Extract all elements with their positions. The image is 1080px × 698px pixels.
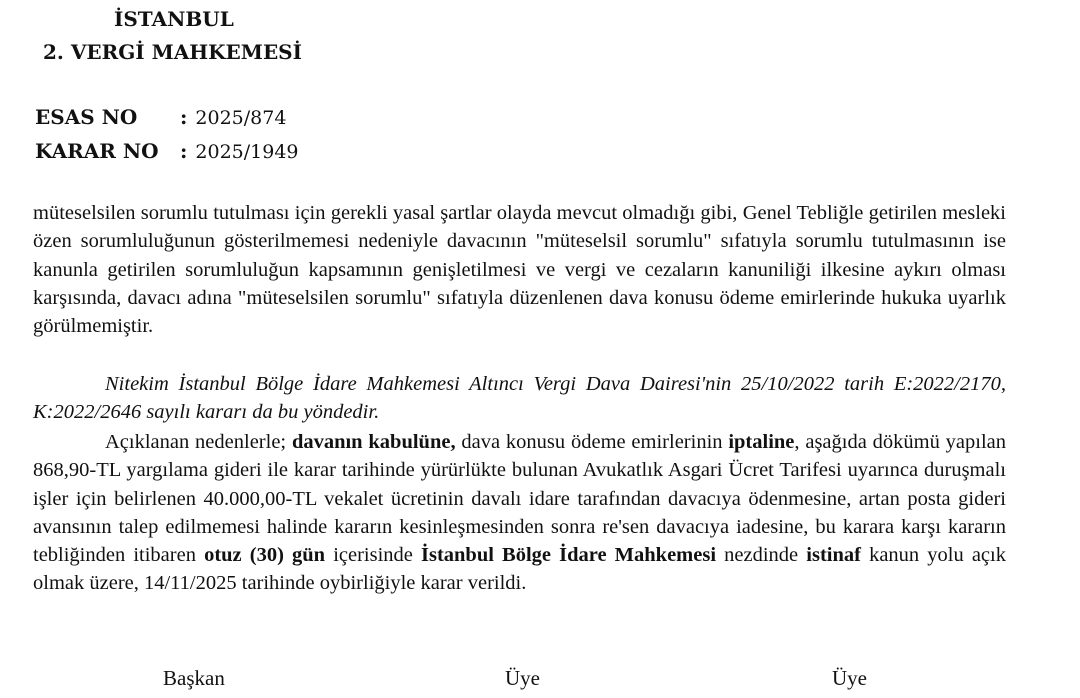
signature-president: Başkan — [163, 666, 225, 690]
judgment-bold-appeal: istinaf — [806, 544, 861, 567]
signature-member-2: Üye — [832, 666, 867, 690]
esas-colon: : — [180, 105, 188, 129]
judgment-text: dava konusu ödeme emirlerinin — [455, 431, 729, 453]
judgment-text: Açıklanan nedenlerle; — [105, 431, 292, 453]
judgment-bold-acceptance: davanın kabulüne, — [291, 431, 456, 453]
judgment-bold-court: İstanbul Bölge İdare Mahkemesi — [421, 544, 717, 567]
karar-value: 2025/1949 — [195, 141, 299, 163]
karar-row — [35, 139, 299, 164]
court-name: 2. VERGİ MAHKEMESİ — [43, 40, 302, 64]
judgment-text: nezdinde — [716, 544, 807, 567]
court-city: İSTANBUL — [114, 7, 234, 31]
judgment-text: kanun yolu açık olmak üzere, 14/11/2025 tarihinde oybirliğiyle karar verildi. — [33, 544, 1006, 595]
precedent-paragraph: Nitekim İstanbul Bölge İdare Mahkemesi Altıncı Vergi Dava Dairesi'nin 25/10/2022 tarih E:2022/2170, K:2022/2646 sayılı kararı da bu yöndedir. — [33, 373, 1006, 424]
judgment-bold-annulment: iptaline — [728, 431, 795, 453]
esas-value: 2025/874 — [195, 107, 287, 129]
karar-label: KARAR NO — [35, 139, 159, 163]
karar-colon: : — [180, 139, 188, 163]
signature-member-1: Üye — [505, 666, 540, 690]
esas-label: ESAS NO — [35, 105, 138, 129]
judgment-bold-period: otuz (30) gün — [204, 544, 326, 567]
judgment-text: , aşağıda dökümü yapılan 868,90-TL yargılama gideri ile karar tarihinde yürürlükte bulunan Avukatlık Asgari Ücret Tarifesi uyarınca duruşmalı işler için belirlenen 40.000,00-TL vekalet ücretinin davalı idare tarafından davacıya ödenmesine, artan posta gideri avansının talep edilmemesi halinde kararın kesinleşmesinden sonra re'sen davacıya iadesine, bu karara karşı kararın tebliğinden itibaren — [33, 431, 1006, 567]
judgment-paragraph — [33, 428, 1006, 598]
judgment-text: içerisinde — [325, 544, 421, 567]
reasoning-paragraph: müteselsilen sorumlu tutulması için gerekli yasal şartlar olayda mevcut olmadığı gibi, Genel Tebliğle getirilen mesleki özen sorumluluğunun gösterilmemesi nedeniyle davacının "müteselsil sorumlu" sıfatıyla sorumlu tutulmasının ise kanunla getirilen sorumluluğun kapsamının genişletilmesi ve vergi ve cezaların kanuniliği ilkesine aykırı olması karşısında, davacı adına "müteselsilen sorumlu" sıfatıyla düzenlenen dava konusu ödeme emirlerinde hukuka uyarlık görülmemiştir. — [33, 202, 1006, 338]
esas-row — [35, 105, 286, 130]
